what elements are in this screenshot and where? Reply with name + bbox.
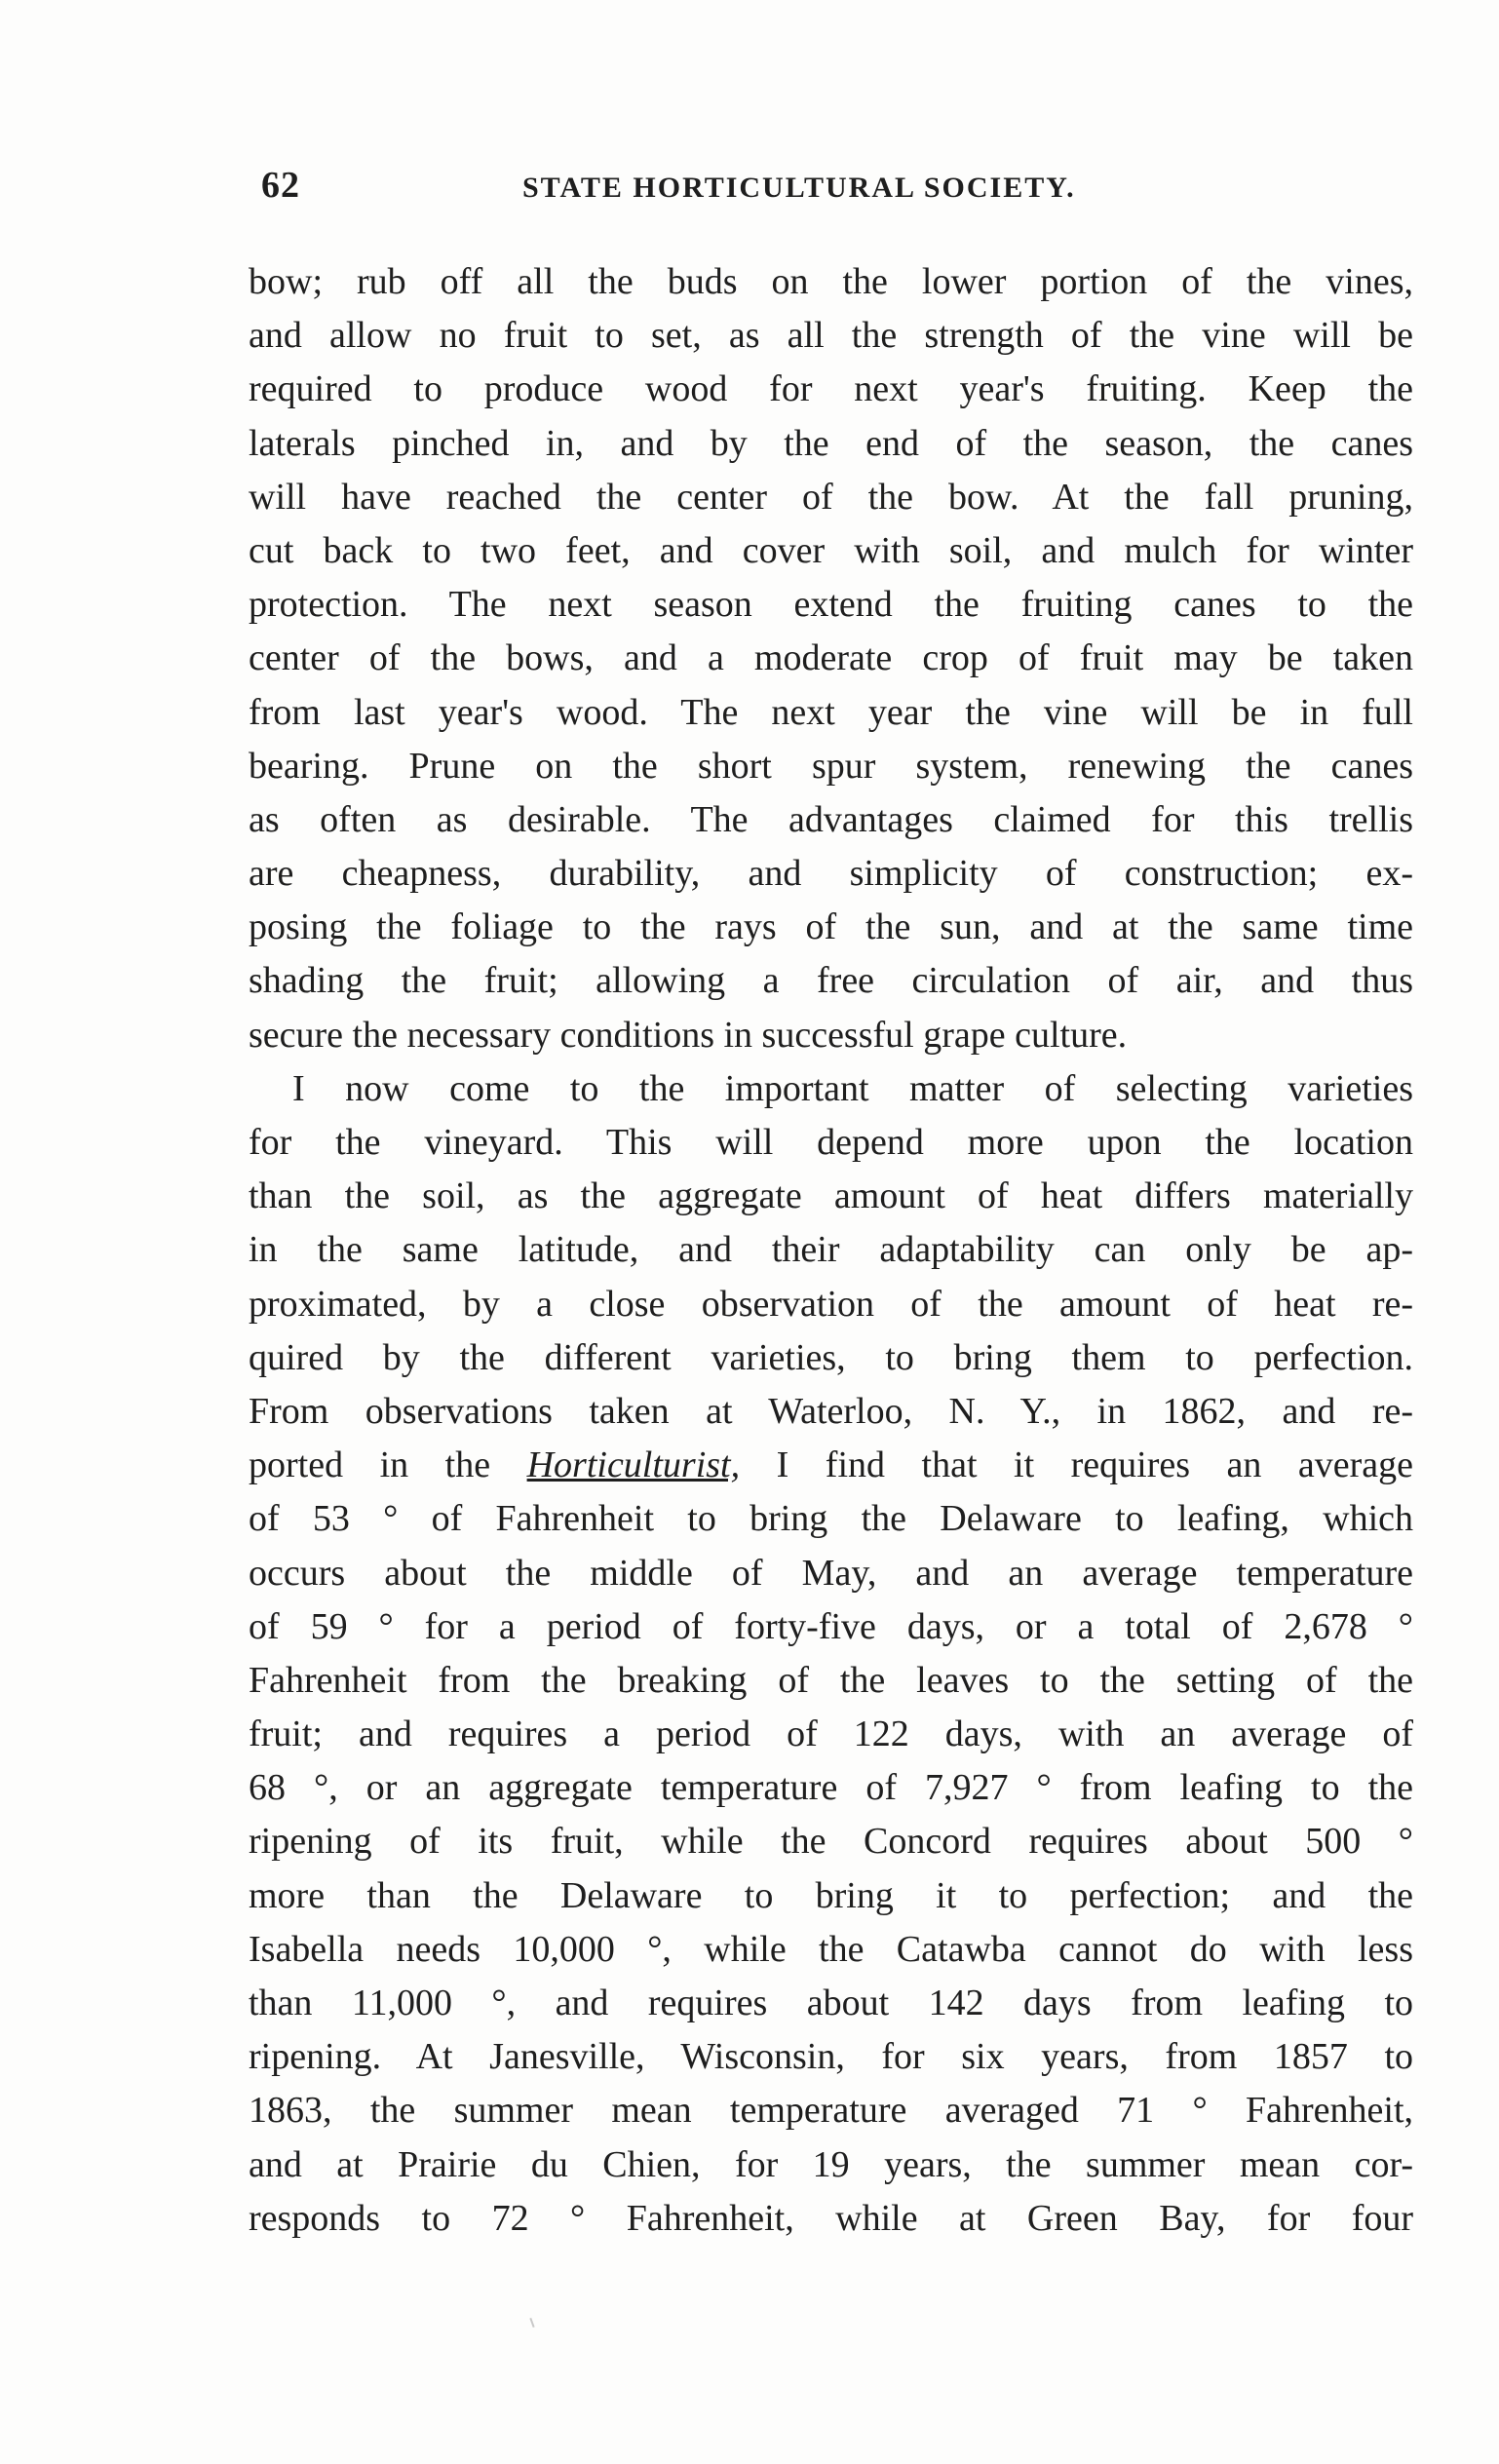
text-line: From observations taken at Waterloo, N. Y., in 1862, and re- <box>249 1390 1413 1432</box>
paragraph-end-line: secure the necessary conditions in successful grape culture. <box>249 1014 1128 1056</box>
text-line: required to produce wood for next year's fruiting. Keep the <box>249 368 1413 410</box>
page-number: 62 <box>261 165 300 206</box>
text-line: more than the Delaware to bring it to perfection; and the <box>249 1874 1413 1916</box>
text-line: than 11,000 °, and requires about 142 days from leafing to <box>249 1983 1413 2023</box>
text-line: 1863, the summer mean temperature averaged 71 ° Fahrenheit, <box>249 2090 1413 2132</box>
text-line: responds to 72 ° Fahrenheit, while at Green Bay, for four <box>249 2197 1413 2239</box>
text-line: as often as desirable. The advantages claimed for this trellis <box>249 798 1413 840</box>
text-line: center of the bows, and a moderate crop of fruit may be taken <box>249 637 1413 679</box>
text-line: Isabella needs 10,000 °, while the Catawba cannot do with less <box>249 1928 1413 1970</box>
text-line: will have reached the center of the bow. At the fall pruning, <box>249 476 1413 518</box>
text-line: for the vineyard. This will depend more upon the location <box>249 1122 1413 1163</box>
text-line: fruit; and requires a period of 122 days, with an average of <box>249 1713 1413 1755</box>
text-line: protection. The next season extend the fruiting canes to the <box>249 584 1413 626</box>
text-line: ripening of its fruit, while the Concord requires about 500 ° <box>249 1821 1413 1863</box>
text-segment: ported in the <box>249 1444 491 1486</box>
italic-title: Horticulturist, <box>526 1444 741 1486</box>
text-line: ripening. At Janesville, Wisconsin, for six years, from 1857 to <box>249 2036 1413 2078</box>
text-line: laterals pinched in, and by the end of the season, the canes <box>249 422 1413 464</box>
text-line-with-italic <box>249 1439 1413 1492</box>
text-line: quired by the different varieties, to bring them to perfection. <box>249 1336 1413 1378</box>
text-line: of 59 ° for a period of forty-five days, or a total of 2,678 ° <box>249 1605 1413 1647</box>
body-text <box>249 255 1413 2246</box>
text-line: cut back to two feet, and cover with soil, and mulch for winter <box>249 529 1413 571</box>
text-line: than the soil, as the aggregate amount of heat differs materially <box>249 1175 1413 1217</box>
text-line: 68 °, or an aggregate temperature of 7,927 ° from leafing to the <box>249 1767 1413 1809</box>
text-line: posing the foliage to the rays of the sun, and at the same time <box>249 906 1413 948</box>
text-line: Fahrenheit from the breaking of the leaves to the setting of the <box>249 1659 1413 1701</box>
text-line: proximated, by a close observation of the amount of heat re- <box>249 1283 1413 1325</box>
text-line: are cheapness, durability, and simplicity of construction; ex- <box>249 853 1413 895</box>
text-line: from last year's wood. The next year the vine will be in full <box>249 691 1413 733</box>
paragraph-start-line: I now come to the important matter of selecting varieties <box>292 1067 1413 1109</box>
text-line: in the same latitude, and their adaptability can only be ap- <box>249 1229 1413 1271</box>
text-line: shading the fruit; allowing a free circulation of air, and thus <box>249 960 1413 1002</box>
running-head: STATE HORTICULTURAL SOCIETY. <box>522 172 1076 204</box>
page-header <box>261 164 1411 212</box>
paper-speck <box>529 2318 534 2328</box>
text-line: and at Prairie du Chien, for 19 years, the summer mean cor- <box>249 2143 1413 2185</box>
text-line: bearing. Prune on the short spur system, renewing the canes <box>249 745 1413 787</box>
text-line: and allow no fruit to set, as all the strength of the vine will be <box>249 315 1413 357</box>
text-line: bow; rub off all the buds on the lower portion of the vines, <box>249 261 1413 302</box>
text-line: occurs about the middle of May, and an average temperature <box>249 1552 1413 1594</box>
text-line: of 53 ° of Fahrenheit to bring the Delaware to leafing, which <box>249 1498 1413 1540</box>
text-segment: I find that it requires an average <box>776 1444 1413 1486</box>
